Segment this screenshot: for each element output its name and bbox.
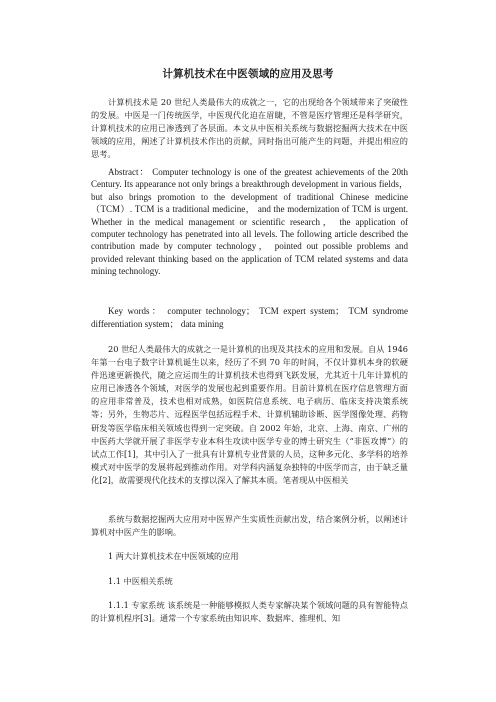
intro-paragraph-continued: 系统与数据挖掘两大应用对中医界产生实质性贡献出发，结合案例分析，以阐述计算机对中医产生的影响。 — [91, 514, 408, 538]
intro-paragraph: 20 世纪人类最伟大的成就之一是计算机的出现及其技术的应用和发展。自从 1946 年第一台电子数字计算机诞生以来，经历了不到 70 年的时间，不仅计算机本身的软硬件迅速更新换代，随之应运而生的计算机技术也得到飞跃发展，尤其近十几年计算机的应用已渗透各个领域，对医学的发展也起到重要作用。目前计算机在医疗信息管理方面的应用非常普及，技术也相对成熟，如医院信息系统、电子病历、临床支持决策系统等；另外，生物芯片、远程医学包括远程手术、计算机辅助诊断、医学图像处理、药物研发等医学临床相关领域也得到一定突破。自 2002 年始，北京、上海、南京、广州的中医药大学就开展了非医学专业本科生攻读中医学专业的博士研究生（“非医攻博”）的试点工作[1]，其中引入了一批具有计算机专业背景的人员，这种多元化、多学科的培养模式对中医学的发展将起到推动作用。对学科内涵复杂独特的中医学而言，由于缺乏量化[2]，故需要现代化技术的支撑以深入了解其本质。笔者现从中医相关 — [91, 344, 408, 485]
section-heading-1: 1 两大计算机技术在中医领域的应用 — [108, 551, 239, 561]
section-heading-1-1: 1.1 中医相关系统 — [108, 576, 173, 586]
paper-title: 计算机技术在中医领域的应用及思考 — [162, 68, 334, 80]
abstract-english: Abstract： Computer technology is one of the greatest achievements of the 20th Century. Its appearance not only brings a breakthrough development in various fields，but also brings promotion to the development of traditional Chinese medicine （TCM）. TCM is a traditional medicine， and the modernization of TCM is urgent. Whether in the medical management or scientific research， the application of computer technology has penetrated into all levels. The following article described the contribution made by computer technology， pointed out possible problems and provided relevant thinking based on the application of TCM related systems and data mining technology. — [91, 167, 408, 277]
abstract-chinese: 计算机技术是 20 世纪人类最伟大的成就之一，它的出现给各个领域带来了突破性的发展。中医是一门传统医学，中医现代化迫在眉睫，不管是医疗管理还是科学研究，计算机技术的应用已渗透到了各层面。本文从中医相关系统与数据挖掘两大技术在中医领域的应用，阐述了计算机技术作出的贡献，同时指出可能产生的问题，并提出相应的思考。 — [91, 97, 408, 160]
subsection-paragraph: 1.1.1 专家系统 该系统是一种能够模拟人类专家解决某个领域问题的具有智能特点的计算机程序[3]。通常一个专家系统由知识库、数据库、推理机、知 — [91, 600, 408, 624]
keywords: Key words： computer technology； TCM expert system； TCM syndrome differentiation system； data mining — [91, 306, 408, 329]
